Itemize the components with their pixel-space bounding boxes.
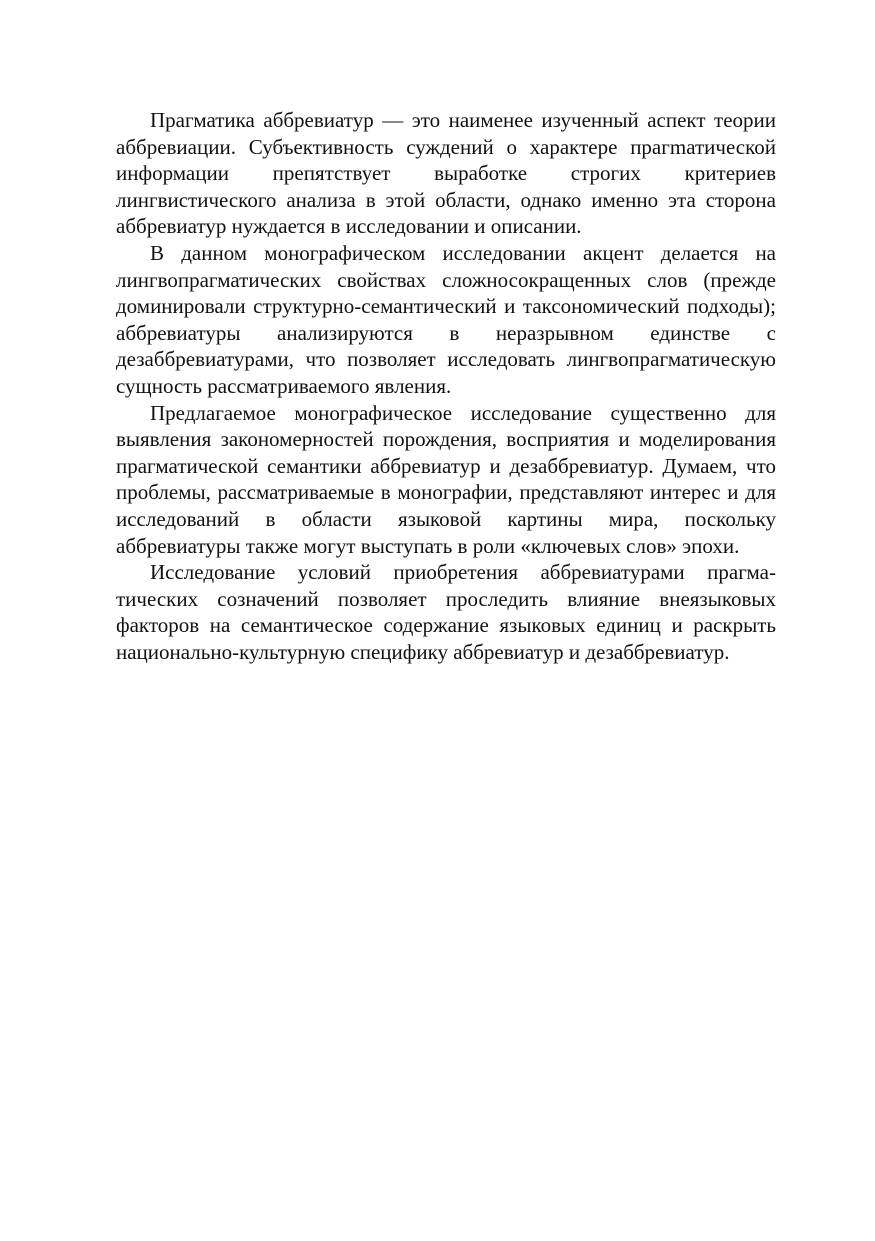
- body-text: [116, 107, 776, 665]
- paragraph-1: Прагматика аббревиатур — это наименее изученный аспект теории аббревиации. Субъективность суждений о характере прагmатической информации препятствует выработке строгих критериев лингвистического анализа в этой области, однако именно эта сторона аббревиатур нуждается в исследовании и описании.: [116, 108, 776, 239]
- paragraph-3: Предлагаемое монографическое исследование существенно для выявления закономерностей порождения, восприятия и моделирования прагматической семантики аббревиатур и дезаббревиатур. Думаем, что проблемы, рассматриваемые в монографии, представляют интерес и для исследований в области языковой картины мира, поскольку аббревиатуры также могут выступать в роли «ключевых слов» эпохи.: [116, 400, 776, 558]
- paragraph-4: Исследование условий приобретения аббревиатурами прагматических созначений позволяет проследить влияние внеязыковых факторов на семантическое содержание языковых единиц и раскрыть национально-культурную специфику аббревиатур и дезаббревиатур.: [116, 560, 776, 664]
- paragraph-2: В данном монографическом исследовании акцент делается на лингвопрагматических свойствах сложносокращенных слов (прежде доминировали структурно-семантический и таксономический подходы); аббревиатуры анализируются в неразрывном единстве с дезаббревиатурами, что позволяет исследовать лингвопрагматическую сущность рассматриваемого явления.: [116, 240, 776, 398]
